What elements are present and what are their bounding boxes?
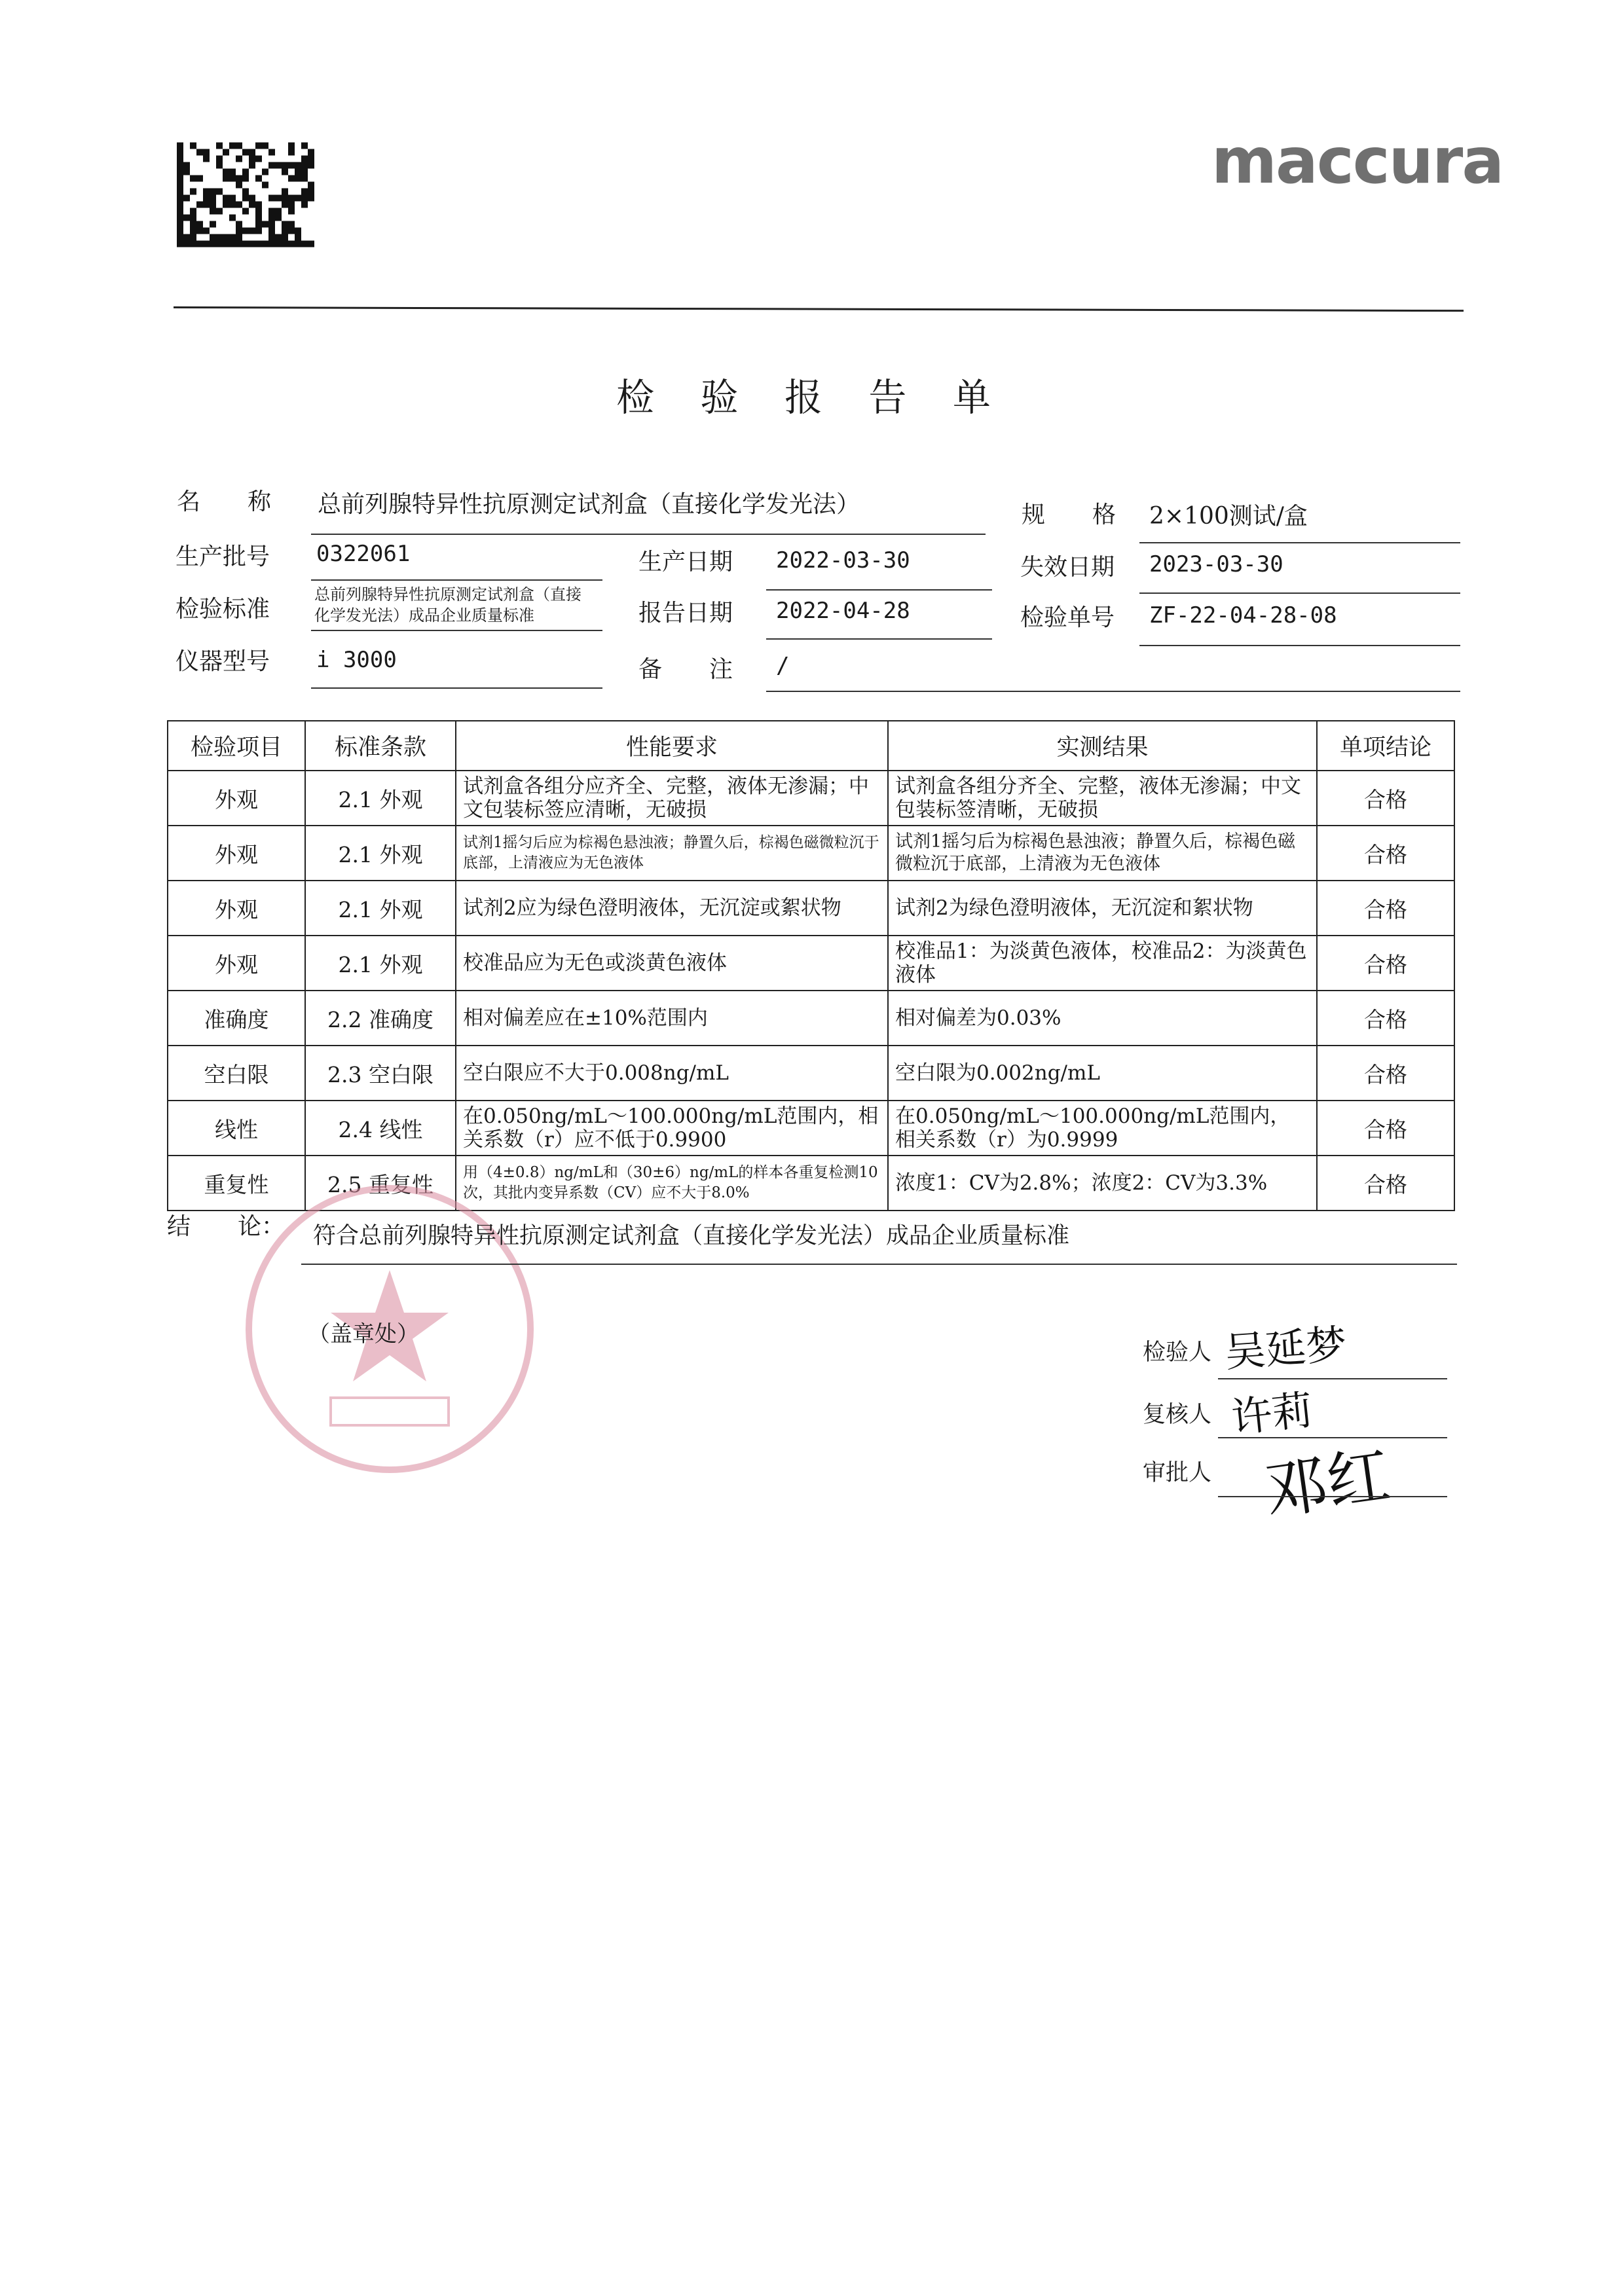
batch-underline — [311, 579, 602, 581]
cell-verdict: 合格 — [1317, 1046, 1454, 1101]
table-row — [168, 1046, 1454, 1101]
cell-verdict: 合格 — [1317, 991, 1454, 1046]
expiry-label: 失效日期 — [1020, 554, 1115, 581]
cell-requirement: 试剂盒各组分应齐全、完整，液体无渗漏；中文包装标签应清晰，无破损 — [456, 771, 888, 826]
table-row — [168, 991, 1454, 1046]
approver-underline — [1218, 1496, 1447, 1497]
inspector-underline — [1218, 1378, 1447, 1379]
conclusion-label: 结 论： — [167, 1213, 286, 1240]
inspection-table — [167, 720, 1455, 1211]
instrument-label: 仪器型号 — [175, 648, 270, 675]
instrument-value: i 3000 — [316, 647, 397, 673]
datamatrix-code-icon — [177, 141, 314, 249]
cell-requirement: 试剂2应为绿色澄明液体，无沉淀或絮状物 — [456, 881, 888, 936]
cell-result: 试剂2为绿色澄明液体，无沉淀和絮状物 — [888, 881, 1317, 936]
instrument-underline — [311, 687, 602, 689]
cell-verdict: 合格 — [1317, 1156, 1454, 1211]
remark-value: / — [776, 653, 790, 679]
inspector-label: 检验人 — [1143, 1339, 1212, 1366]
cell-item: 外观 — [168, 936, 305, 991]
conclusion-text: 符合总前列腺特异性抗原测定试剂盒（直接化学发光法）成品企业质量标准 — [313, 1223, 1070, 1249]
standard-value — [314, 584, 581, 626]
col-header-result: 实测结果 — [888, 721, 1317, 771]
page-title: 检 验 报 告 单 — [616, 375, 1008, 420]
cell-result: 空白限为0.002ng/mL — [888, 1046, 1317, 1101]
col-header-clause: 标准条款 — [305, 721, 456, 771]
spec-value: 2×100测试/盒 — [1149, 503, 1308, 530]
reviewer-signature: 许莉 — [1229, 1385, 1316, 1442]
prod-date-underline — [766, 589, 992, 591]
cell-verdict: 合格 — [1317, 771, 1454, 826]
report-no-label: 检验单号 — [1020, 604, 1115, 631]
report-date-value: 2022-04-28 — [776, 598, 910, 624]
approver-label: 审批人 — [1143, 1460, 1212, 1486]
cell-result: 试剂盒各组分齐全、完整，液体无渗漏；中文包装标签清晰，无破损 — [888, 771, 1317, 826]
inspector-signature: 吴延梦 — [1223, 1320, 1348, 1377]
cell-result: 校准品1：为淡黄色液体，校准品2：为淡黄色液体 — [888, 936, 1317, 991]
cell-item: 空白限 — [168, 1046, 305, 1101]
col-header-requirement: 性能要求 — [456, 721, 888, 771]
report-no-underline — [1139, 645, 1460, 646]
batch-label: 生产批号 — [175, 543, 270, 570]
cell-item: 准确度 — [168, 991, 305, 1046]
cell-requirement: 校准品应为无色或淡黄色液体 — [456, 936, 888, 991]
cell-requirement: 空白限应不大于0.008ng/mL — [456, 1046, 888, 1101]
report-date-label: 报告日期 — [638, 600, 733, 627]
remark-underline — [766, 691, 1460, 692]
cell-verdict: 合格 — [1317, 1101, 1454, 1156]
table-row — [168, 881, 1454, 936]
cell-requirement: 在0.050ng/mL～100.000ng/mL范围内，相关系数（r）应不低于0.9900 — [456, 1101, 888, 1156]
cell-item: 外观 — [168, 881, 305, 936]
prod-date-label: 生产日期 — [638, 549, 733, 575]
cell-result: 浓度1：CV为2.8%；浓度2：CV为3.3% — [888, 1156, 1317, 1211]
cell-clause: 2.1 外观 — [305, 771, 456, 826]
report-date-underline — [766, 638, 992, 640]
cell-verdict: 合格 — [1317, 881, 1454, 936]
cell-verdict: 合格 — [1317, 826, 1454, 881]
cell-clause: 2.1 外观 — [305, 826, 456, 881]
cell-result: 相对偏差为0.03% — [888, 991, 1317, 1046]
col-header-verdict: 单项结论 — [1317, 721, 1454, 771]
conclusion-underline — [301, 1264, 1457, 1265]
name-underline — [311, 534, 986, 535]
batch-value: 0322061 — [316, 541, 411, 567]
cell-verdict: 合格 — [1317, 936, 1454, 991]
cell-item: 线性 — [168, 1101, 305, 1156]
cell-result: 在0.050ng/mL～100.000ng/mL范围内，相关系数（r）为0.9999 — [888, 1101, 1317, 1156]
table-row — [168, 826, 1454, 881]
name-label: 名 称 — [177, 488, 272, 515]
cell-requirement: 试剂1摇匀后应为棕褐色悬浊液；静置久后，棕褐色磁微粒沉于底部，上清液应为无色液体 — [456, 826, 888, 881]
table-row — [168, 771, 1454, 826]
expiry-value: 2023-03-30 — [1149, 551, 1283, 577]
table-header-row — [168, 721, 1454, 771]
seal-note: （盖章处） — [308, 1321, 419, 1347]
expiry-underline — [1139, 592, 1460, 594]
cell-clause: 2.3 空白限 — [305, 1046, 456, 1101]
cell-clause: 2.1 外观 — [305, 936, 456, 991]
col-header-item: 检验项目 — [168, 721, 305, 771]
name-value: 总前列腺特异性抗原测定试剂盒（直接化学发光法） — [318, 491, 860, 518]
spec-underline — [1139, 542, 1460, 543]
cell-requirement: 用（4±0.8）ng/mL和（30±6）ng/mL的样本各重复检测10次，其批内变异系数（CV）应不大于8.0% — [456, 1156, 888, 1211]
cell-clause: 2.1 外观 — [305, 881, 456, 936]
reviewer-label: 复核人 — [1143, 1402, 1212, 1428]
standard-label: 检验标准 — [175, 596, 270, 623]
header-divider — [174, 306, 1464, 312]
cell-requirement: 相对偏差应在±10%范围内 — [456, 991, 888, 1046]
standard-value-line1: 总前列腺特异性抗原测定试剂盒（直接 — [314, 585, 581, 604]
report-no-value: ZF-22-04-28-08 — [1149, 602, 1337, 629]
cell-result: 试剂1摇匀后为棕褐色悬浊液；静置久后，棕褐色磁微粒沉于底部，上清液为无色液体 — [888, 826, 1317, 881]
cell-clause: 2.2 准确度 — [305, 991, 456, 1046]
standard-value-line2: 化学发光法）成品企业质量标准 — [314, 606, 534, 625]
cell-clause: 2.4 线性 — [305, 1101, 456, 1156]
table-row — [168, 936, 1454, 991]
standard-underline — [311, 630, 602, 631]
prod-date-value: 2022-03-30 — [776, 547, 910, 574]
spec-label: 规 格 — [1022, 501, 1116, 528]
cell-item: 外观 — [168, 771, 305, 826]
cell-item: 重复性 — [168, 1156, 305, 1211]
remark-label: 备 注 — [638, 656, 733, 683]
cell-clause: 2.5 重复性 — [305, 1156, 456, 1211]
cell-item: 外观 — [168, 826, 305, 881]
table-row — [168, 1101, 1454, 1156]
approver-signature: 邓红 — [1260, 1438, 1395, 1529]
brand-logo: maccura — [1211, 124, 1504, 198]
